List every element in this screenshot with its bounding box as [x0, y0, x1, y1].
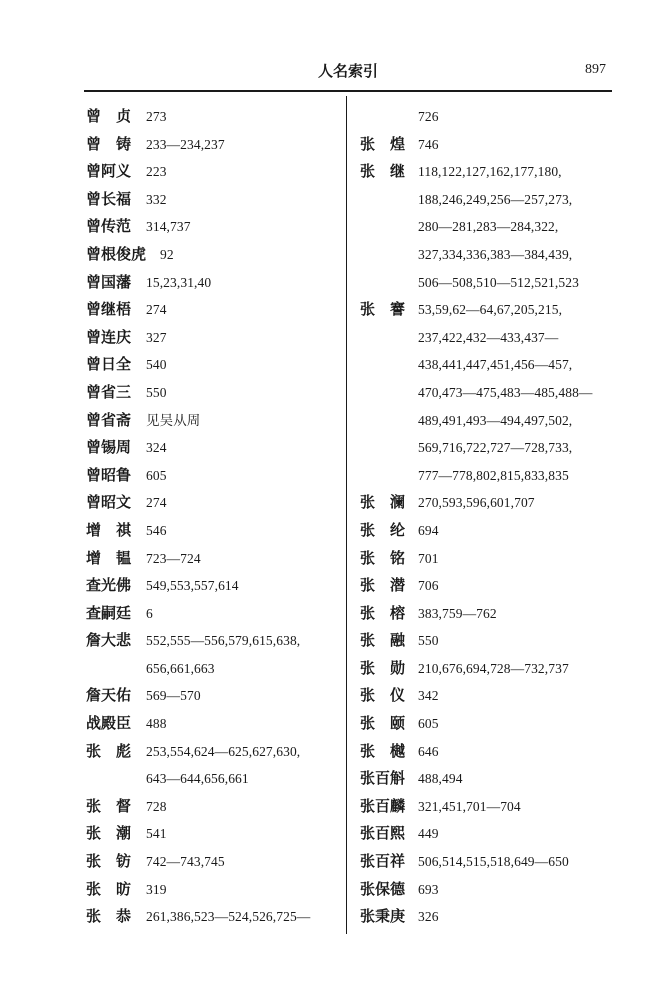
- index-entry-line: [360, 488, 622, 516]
- index-entry-name: 张 恭: [86, 907, 132, 926]
- index-entry-pages: 569,716,722,727—728,733,: [418, 440, 573, 456]
- index-entry-pages: 314,737: [146, 219, 191, 235]
- index-entry-name: 张 颐: [360, 714, 406, 733]
- index-entry-pages: 605: [146, 467, 167, 483]
- index-entry-pages: 746: [418, 136, 439, 152]
- index-entry-pages: 321,451,701—704: [418, 798, 521, 814]
- index-entry-line: [360, 323, 622, 351]
- index-entry-line: [360, 847, 622, 875]
- index-entry-line: [86, 157, 342, 185]
- index-entry-pages: 506,514,515,518,649—650: [418, 854, 569, 870]
- index-entry-line: [86, 406, 342, 434]
- index-entry-line: [360, 461, 622, 489]
- page-header: [84, 58, 612, 92]
- index-entry-line: [360, 902, 622, 930]
- index-entry-name: 张 钫: [86, 852, 132, 871]
- index-entry-name: 战殿臣: [86, 714, 132, 733]
- index-entry-pages: 552,555—556,579,615,638,: [146, 633, 301, 649]
- index-entry-name: 曾长福: [86, 189, 132, 208]
- index-entry-line: [86, 654, 342, 682]
- index-entry-pages: 6: [146, 605, 153, 621]
- index-entry-pages: 327,334,336,383—384,439,: [418, 246, 573, 262]
- index-entry-line: [86, 875, 342, 903]
- index-entry-pages: 723—724: [146, 550, 201, 566]
- index-entry-name: 查光佛: [86, 576, 132, 595]
- index-entry-pages: 488,494: [418, 771, 463, 787]
- index-entry-name: 曾传范: [86, 217, 132, 236]
- index-entry-name: 张 纶: [360, 520, 406, 539]
- index-entry-name: 张百熙: [360, 824, 406, 843]
- index-entry-name: 张 昉: [86, 879, 132, 898]
- page-title: 人名索引: [317, 62, 378, 80]
- index-entry-line: [86, 681, 342, 709]
- index-entry-line: [86, 433, 342, 461]
- index-entry-line: [86, 709, 342, 737]
- index-entry-pages: 726: [418, 109, 439, 124]
- index-entry-name: 张 仪: [360, 686, 406, 705]
- index-entry-line: [360, 764, 622, 792]
- index-entry-line: [86, 847, 342, 875]
- index-entry-pages: 646: [418, 743, 439, 759]
- index-entry-line: [86, 571, 342, 599]
- index-entry-pages: 273: [146, 109, 167, 124]
- index-entry-pages: 438,441,447,451,456—457,: [418, 357, 573, 373]
- index-entry-line: [360, 599, 622, 627]
- index-entry-pages: 541: [146, 826, 167, 842]
- index-entry-line: [360, 406, 622, 434]
- index-entry-line: [360, 212, 622, 240]
- index-entry-name: 张 督: [86, 796, 132, 815]
- index-entry-pages: 540: [146, 357, 167, 373]
- index-entry-pages: 569—570: [146, 688, 201, 704]
- index-entry-line: [86, 488, 342, 516]
- index-entry-pages: 188,246,249,256—257,273,: [418, 191, 573, 207]
- index-entry-line: [360, 516, 622, 544]
- index-entry-pages: 261,386,523—524,526,725—: [146, 909, 311, 925]
- index-entry-name: 增 韫: [86, 548, 132, 567]
- index-entry-name: 曾根俊虎: [86, 244, 147, 263]
- index-entry-name: 曾阿义: [86, 162, 132, 181]
- index-entry-name: 曾省三: [86, 382, 132, 401]
- index-entry-pages: 342: [418, 688, 439, 704]
- index-entry-pages: 53,59,62—64,67,205,215,: [418, 302, 563, 318]
- index-entry-line: [360, 350, 622, 378]
- index-entry-name: 张 煌: [360, 134, 406, 153]
- index-entry-line: [86, 295, 342, 323]
- index-column-left: [86, 102, 342, 930]
- index-entry-name: 曾日全: [86, 355, 132, 374]
- index-entry-pages: 332: [146, 191, 167, 207]
- index-entry-name: 张 继: [360, 162, 406, 181]
- index-entry-line: [86, 626, 342, 654]
- index-entry-name: 张 樾: [360, 741, 406, 760]
- index-entry-name: 曾连庆: [86, 327, 132, 346]
- index-entry-line: [86, 240, 342, 268]
- index-entry-pages: 706: [418, 578, 439, 594]
- index-entry-name: 曾昭鲁: [86, 465, 132, 484]
- index-entry-line: [86, 130, 342, 158]
- index-entry-line: [360, 654, 622, 682]
- index-entry-pages: 546: [146, 522, 167, 538]
- index-entry-line: [86, 599, 342, 627]
- index-entry-name: 曾 贞: [86, 107, 132, 125]
- index-entry-name: 张 謇: [360, 300, 406, 319]
- index-entry-pages: 319: [146, 881, 167, 897]
- index-entry-line: [86, 819, 342, 847]
- index-entry-pages: 280—281,283—284,322,: [418, 219, 559, 235]
- index-entry-name: 张 澜: [360, 493, 406, 512]
- index-entry-line: [360, 185, 622, 213]
- index-entry-pages: 643—644,656,661: [146, 771, 249, 787]
- index-entry-line: [360, 681, 622, 709]
- index-entry-pages: 326: [418, 909, 439, 925]
- index-entry-pages: 693: [418, 881, 439, 897]
- index-entry-pages: 694: [418, 522, 439, 538]
- index-entry-name: 曾锡周: [86, 438, 132, 457]
- index-entry-name: 曾省斋: [86, 410, 132, 429]
- index-entry-line: [360, 157, 622, 185]
- index-entry-line: [360, 240, 622, 268]
- index-entry-line: [360, 737, 622, 765]
- index-entry-name: 张 彪: [86, 741, 132, 760]
- index-entry-name: 增 祺: [86, 520, 132, 539]
- index-entry-name: 詹大悲: [86, 631, 132, 650]
- index-entry-pages: 701: [418, 550, 439, 566]
- index-entry-line: [360, 819, 622, 847]
- index-entry-pages: 549,553,557,614: [146, 578, 239, 594]
- index-entry-line: [86, 461, 342, 489]
- index-entry-pages: 383,759—762: [418, 605, 497, 621]
- index-entry-pages: 253,554,624—625,627,630,: [146, 743, 301, 759]
- index-entry-name: 张 融: [360, 631, 406, 650]
- index-entry-pages: 742—743,745: [146, 854, 225, 870]
- index-entry-name: 张 榕: [360, 603, 406, 622]
- index-entry-line: [86, 212, 342, 240]
- index-entry-pages: 488: [146, 716, 167, 732]
- index-entry-pages: 550: [418, 633, 439, 649]
- index-entry-line: [86, 516, 342, 544]
- index-entry-name: 曾 铸: [86, 134, 132, 153]
- index-entry-pages: 237,422,432—433,437—: [418, 329, 559, 345]
- index-entry-line: [360, 626, 622, 654]
- index-entry-line: [86, 268, 342, 296]
- index-entry-pages: 210,676,694,728—732,737: [418, 660, 569, 676]
- index-entry-name: 曾昭文: [86, 493, 132, 512]
- index-entry-pages: 270,593,596,601,707: [418, 495, 535, 511]
- index-entry-line: [360, 709, 622, 737]
- index-entry-line: [360, 544, 622, 572]
- index-entry-name: 张百斛: [360, 769, 406, 788]
- index-entry-line: [86, 792, 342, 820]
- index-entry-pages: 449: [418, 826, 439, 842]
- index-entry-line: [360, 571, 622, 599]
- page-number: 897: [585, 62, 606, 77]
- index-entry-pages: 777—778,802,815,833,835: [418, 467, 569, 483]
- index-entry-name: 张 潜: [360, 576, 406, 595]
- index-entry-name: 张百麟: [360, 796, 406, 815]
- index-entry-line: [86, 323, 342, 351]
- index-entry-line: [86, 902, 342, 930]
- index-entry-pages: 324: [146, 440, 167, 456]
- index-entry-line: [86, 764, 342, 792]
- index-entry-line: [360, 875, 622, 903]
- index-entry-line: [360, 295, 622, 323]
- index-entry-pages: 223: [146, 164, 167, 180]
- index-entry-pages: 92: [160, 246, 174, 262]
- index-entry-pages: 见吴从周: [146, 412, 201, 428]
- index-entry-pages: 728: [146, 798, 167, 814]
- index-column-right: [360, 102, 622, 930]
- index-entry-pages: 489,491,493—494,497,502,: [418, 412, 573, 428]
- index-entry-pages: 327: [146, 329, 167, 345]
- index-entry-name: 查嗣廷: [86, 603, 132, 622]
- index-entry-line: [360, 378, 622, 406]
- index-entry-line: [360, 102, 622, 130]
- index-entry-line: [360, 130, 622, 158]
- index-entry-line: [86, 378, 342, 406]
- index-entry-line: [86, 350, 342, 378]
- index-entry-name: 张 勋: [360, 658, 406, 677]
- index-entry-pages: 274: [146, 495, 167, 511]
- index-entry-name: 张保德: [360, 879, 406, 898]
- index-entry-line: [360, 792, 622, 820]
- index-entry-pages: 550: [146, 384, 167, 400]
- index-entry-line: [360, 433, 622, 461]
- index-entry-line: [86, 544, 342, 572]
- index-entry-pages: 506—508,510—512,521,523: [418, 274, 579, 290]
- index-entry-line: [360, 268, 622, 296]
- index-entry-name: 张百祥: [360, 852, 406, 871]
- index-entry-line: [86, 185, 342, 213]
- index-entry-pages: 15,23,31,40: [146, 274, 212, 290]
- index-entry-name: 曾继梧: [86, 300, 132, 319]
- index-entry-pages: 470,473—475,483—485,488—: [418, 384, 593, 400]
- index-entry-pages: 274: [146, 302, 167, 318]
- index-entry-name: 张 铭: [360, 548, 406, 567]
- index-entry-pages: 118,122,127,162,177,180,: [418, 164, 562, 180]
- index-entry-line: [86, 102, 342, 130]
- index-entry-pages: 605: [418, 716, 439, 732]
- index-entry-name: 曾国藩: [86, 272, 132, 291]
- index-entry-pages: 233—234,237: [146, 136, 225, 152]
- index-entry-name: 张 潮: [86, 824, 132, 843]
- index-entry-pages: 656,661,663: [146, 660, 215, 676]
- column-divider: [346, 96, 347, 934]
- index-entry-name: 张秉庚: [360, 907, 406, 926]
- index-entry-name: 詹天佑: [86, 686, 132, 705]
- index-entry-line: [86, 737, 342, 765]
